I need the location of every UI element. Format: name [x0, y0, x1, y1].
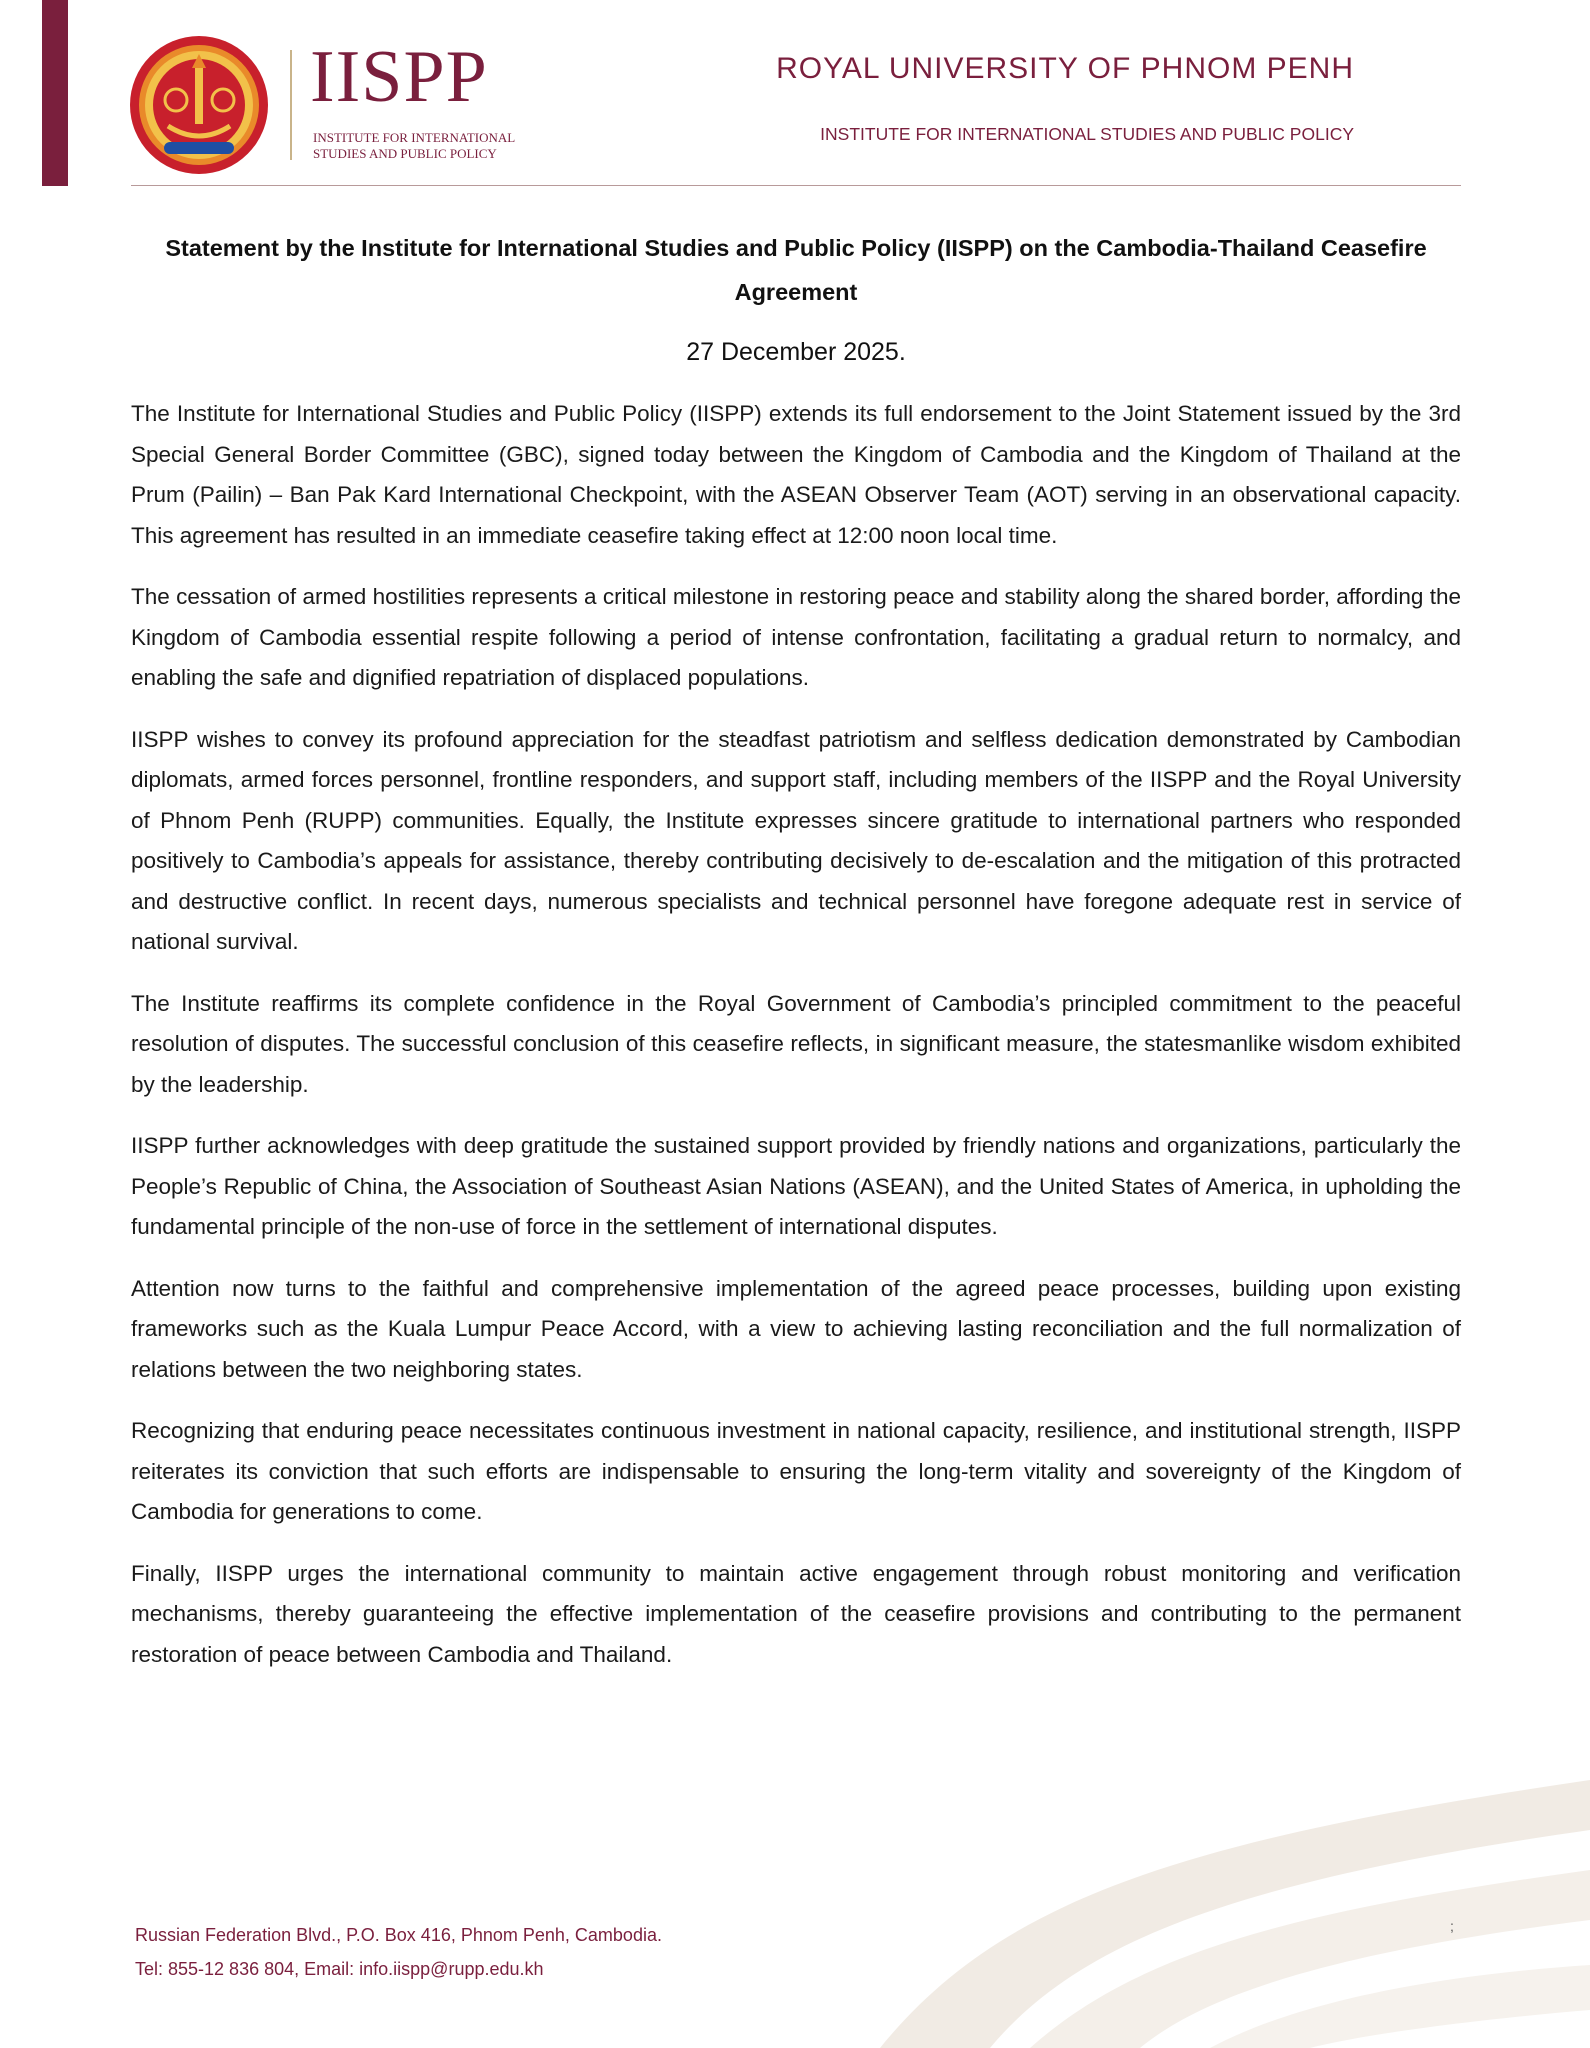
page-mark: ;: [1450, 1918, 1454, 1934]
statement-title: Statement by the Institute for International Studies and Public Policy (IISPP) on the Cambodia-Thailand Ceasefire Agreement: [165, 235, 1427, 305]
logo-subtitle-line-2: STUDIES AND PUBLIC POLICY: [313, 146, 497, 161]
header-divider: [131, 185, 1461, 186]
footer-contact: [135, 1918, 662, 1986]
paragraph: The cessation of armed hostilities represents a critical milestone in restoring peace and stability along the shared border, affording the Kingdom of Cambodia essential respite following a period of intense confrontation, facilitating a gradual return to normalcy, and enabling the safe and dignified repatriation of displaced populations.: [131, 584, 1461, 690]
university-seal-icon: [128, 34, 270, 176]
decorative-wave-watermark: [880, 1720, 1590, 2048]
statement-body: [131, 394, 1461, 1696]
paragraph: IISPP wishes to convey its profound appreciation for the steadfast patriotism and selfless dedication demonstrated by Cambodian diplomats, armed forces personnel, frontline responders, and support staff, including members of the IISPP and the Royal University of Phnom Penh (RUPP) communities. Equally, the Institute expresses sincere gratitude to international partners who responded positively to Cambodia’s appeals for assistance, thereby contributing decisively to de-escalation and the mitigation of this protracted and destructive conflict. In recent days, numerous specialists and technical personnel have foregone adequate rest in service of national survival.: [131, 726, 1461, 954]
statement-date: 27 December 2025.: [686, 338, 906, 366]
footer-address: Russian Federation Blvd., P.O. Box 416, Phnom Penh, Cambodia.: [135, 1925, 662, 1945]
iispp-logo-text: IISPP: [310, 36, 488, 118]
logo-subtitle-line-1: INSTITUTE FOR INTERNATIONAL: [313, 130, 516, 145]
footer-contact-line: Tel: 855-12 836 804, Email: info.iispp@rupp.edu.kh: [135, 1959, 544, 1979]
logo-divider: [290, 50, 292, 160]
letterhead: [0, 0, 1590, 190]
paragraph: IISPP further acknowledges with deep gratitude the sustained support provided by friendly nations and organizations, particularly the People’s Republic of China, the Association of Southeast Asian Nations (ASEAN), and the United States of America, in upholding the fundamental principle of the non-use of force in the settlement of international disputes.: [131, 1133, 1461, 1239]
university-name: ROYAL UNIVERSITY OF PHNOM PENH: [776, 52, 1354, 85]
institute-name: INSTITUTE FOR INTERNATIONAL STUDIES AND PUBLIC POLICY: [820, 124, 1354, 144]
paragraph: Recognizing that enduring peace necessitates continuous investment in national capacity, resilience, and institutional strength, IISPP reiterates its conviction that such efforts are indispensable to ensuring the long-term vitality and sovereignty of the Kingdom of Cambodia for generations to come.: [131, 1418, 1461, 1524]
logo-subtitle: [313, 130, 553, 162]
paragraph: Attention now turns to the faithful and comprehensive implementation of the agreed peace processes, building upon existing frameworks such as the Kuala Lumpur Peace Accord, with a view to achieving lasting reconciliation and the full normalization of relations between the two neighboring states.: [131, 1275, 1461, 1382]
paragraph: The Institute for International Studies and Public Policy (IISPP) extends its full endorsement to the Joint Statement issued by the 3rd Special General Border Committee (GBC), signed today between the Kingdom of Cambodia and the Kingdom of Thailand at the Prum (Pailin) – Ban Pak Kard International Checkpoint, with the ASEAN Observer Team (AOT) serving in an observational capacity. This agreement has resulted in an immediate ceasefire taking effect at 12:00 noon local time.: [131, 401, 1461, 548]
paragraph: Finally, IISPP urges the international community to maintain active engagement through robust monitoring and verification mechanisms, thereby guaranteeing the effective implementation of the ceasefire provisions and contributing to the permanent restoration of peace between Cambodia and Thailand.: [131, 1560, 1461, 1667]
paragraph: The Institute reaffirms its complete confidence in the Royal Government of Cambodia’s principled commitment to the peaceful resolution of disputes. The successful conclusion of this ceasefire reflects, in significant measure, the statesmanlike wisdom exhibited by the leadership.: [131, 990, 1461, 1097]
